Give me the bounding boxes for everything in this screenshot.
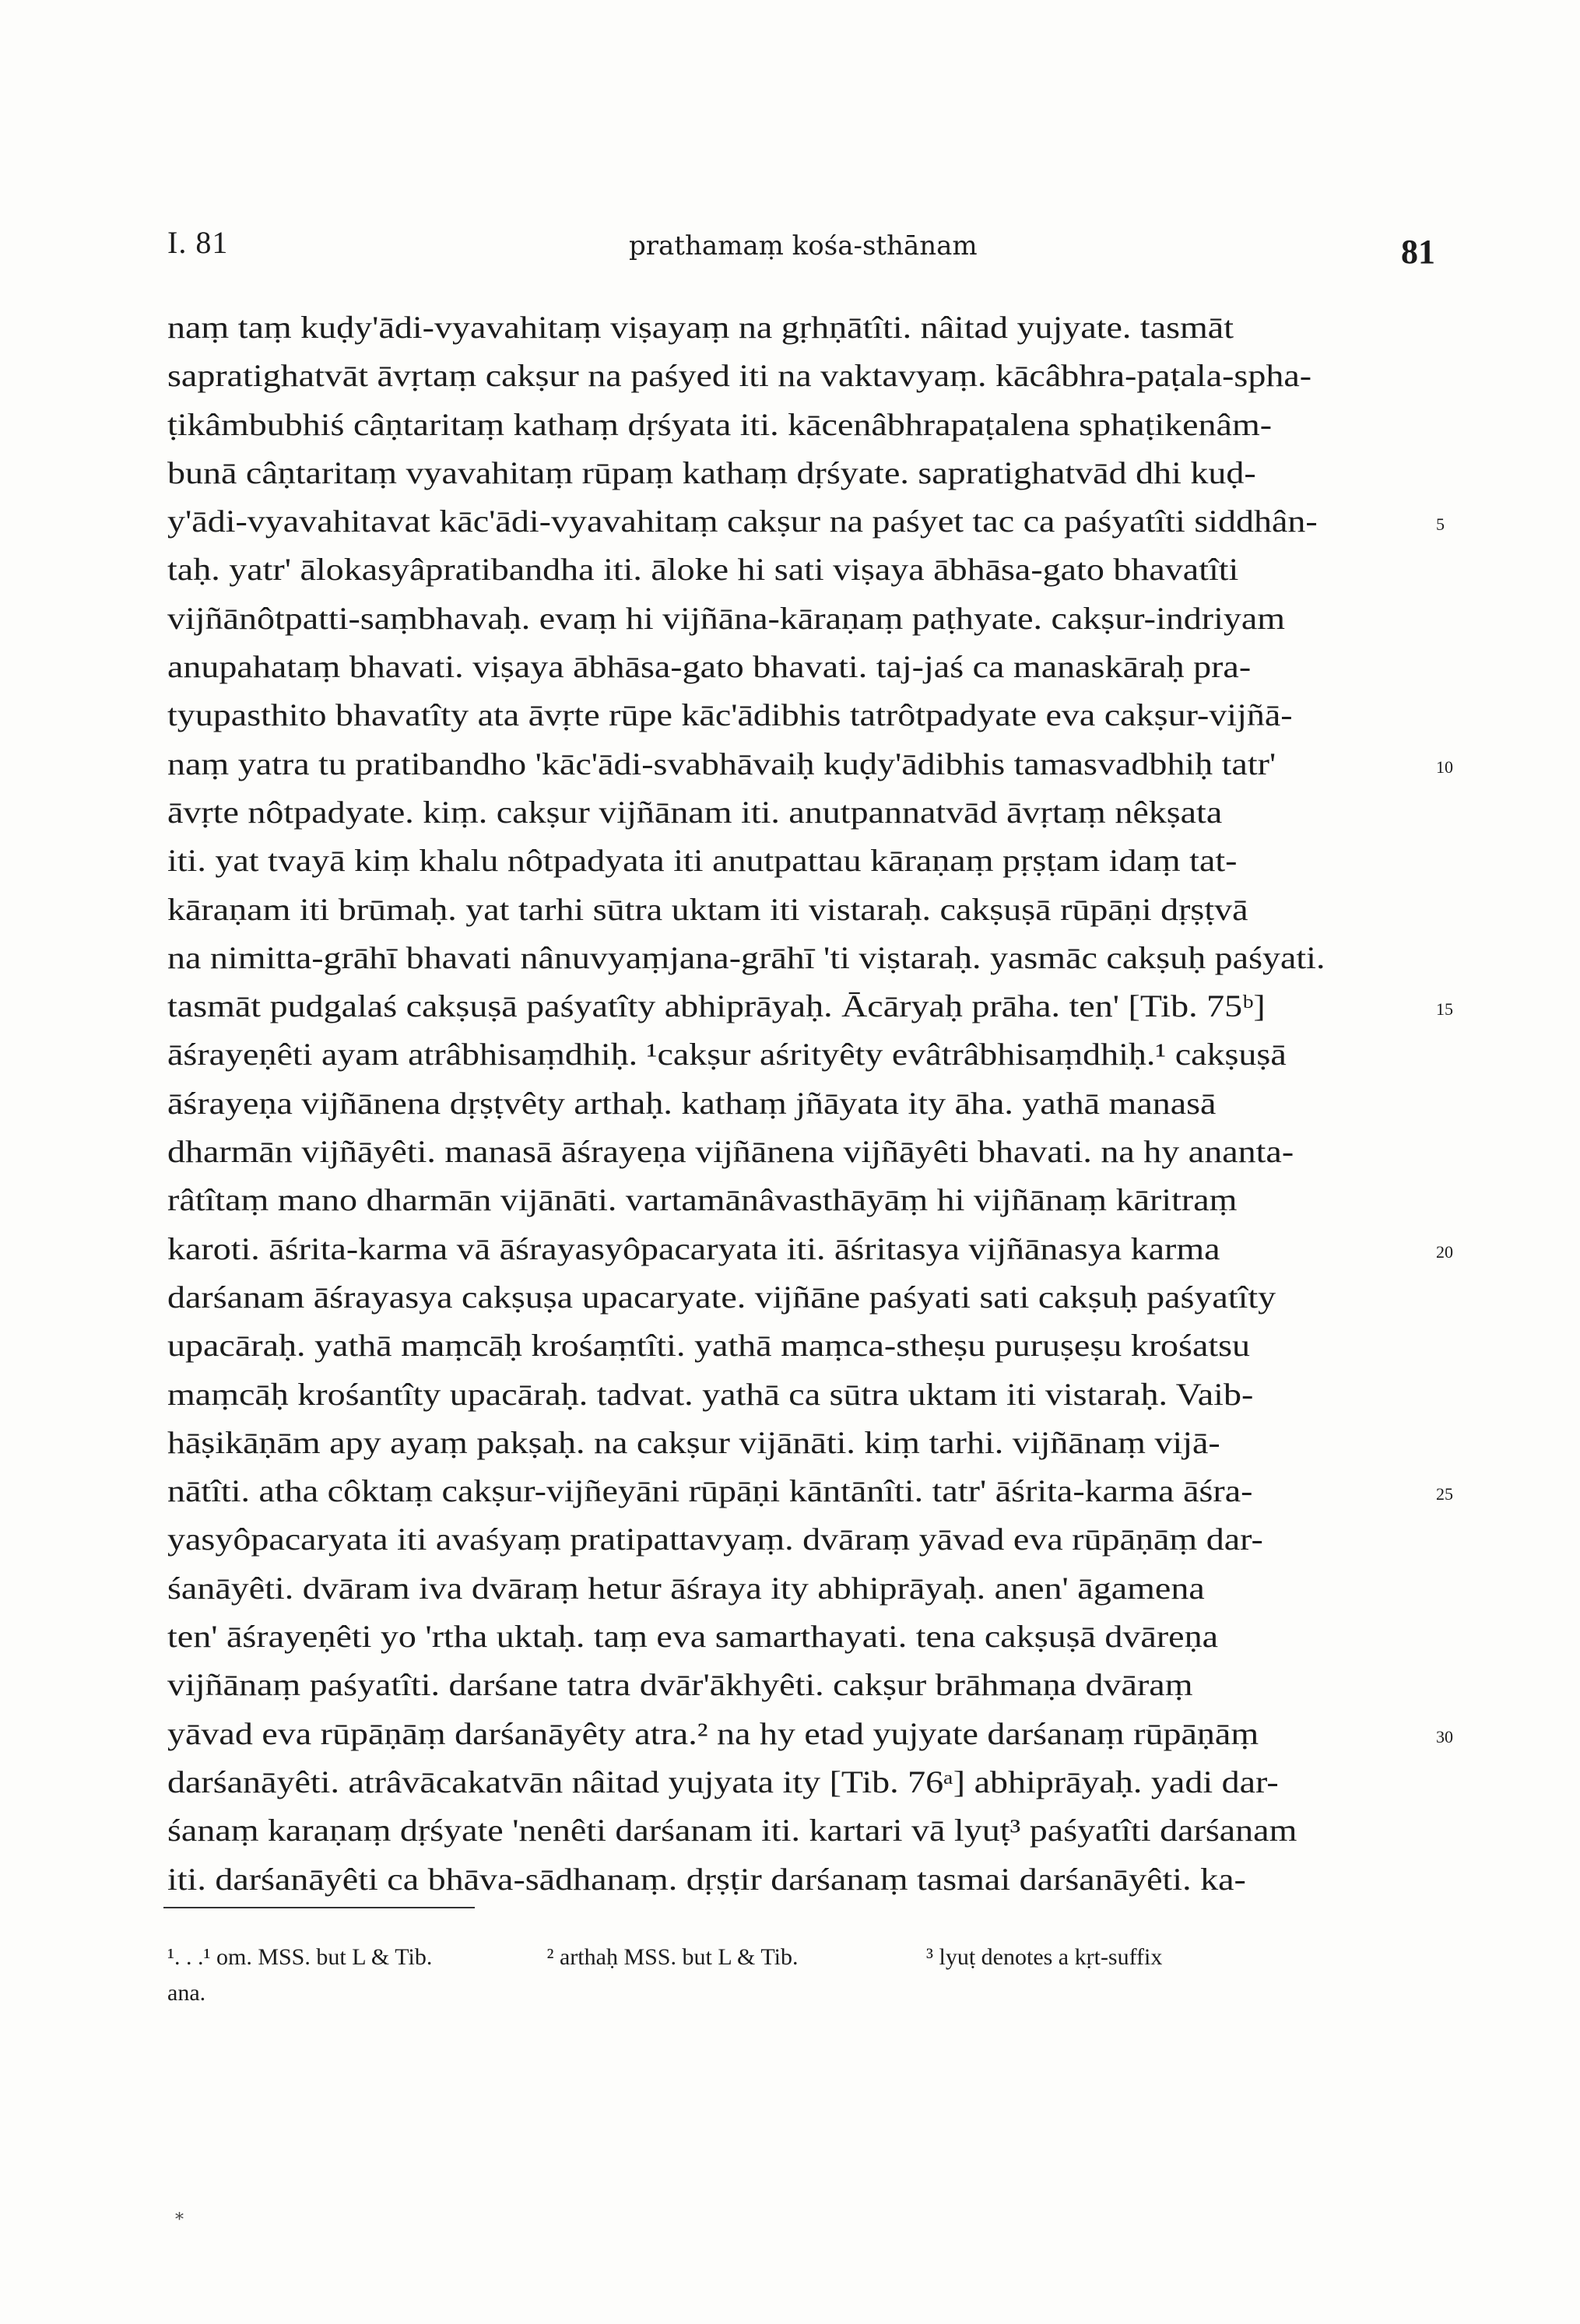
- line-text: āśrayeṇêti ayam atrâbhisaṃdhiḥ. ¹cakṣur aśrityêty evâtrâbhisaṃdhiḥ.¹ cakṣuṣā: [167, 1037, 1287, 1072]
- stray-mark: *: [175, 2210, 184, 2230]
- line-number: 15: [1436, 999, 1453, 1020]
- line-text: sapratighatvāt āvṛtaṃ cakṣur na paśyed iti na vaktavyaṃ. kācâbhra-paṭala-spha-: [167, 358, 1312, 394]
- line-text: darśanam āśrayasya cakṣuṣa upacaryate. vijñāne paśyati sati cakṣuḥ paśyatîty: [167, 1279, 1276, 1315]
- line-text: iti. yat tvayā kiṃ khalu nôtpadyata iti anutpattau kāraṇaṃ pṛṣṭam idaṃ tat-: [167, 843, 1238, 879]
- running-title: prathamaṃ kośa-sthānam: [629, 230, 978, 262]
- text-line: [167, 1030, 1413, 1079]
- footnote-rule: [163, 1907, 475, 1908]
- text-line: [167, 1176, 1413, 1224]
- line-number: 5: [1436, 514, 1445, 535]
- body-text: [167, 304, 1453, 1904]
- text-line: [167, 1371, 1413, 1419]
- line-text: āśrayeṇa vijñānena dṛṣṭvêty arthaḥ. kathaṃ jñāyata ity āha. yathā manasā: [167, 1085, 1217, 1121]
- line-number: 30: [1436, 1726, 1453, 1747]
- line-text: vijñānôtpatti-saṃbhavaḥ. evaṃ hi vijñāna-kāraṇaṃ paṭhyate. cakṣur-indriyam: [167, 600, 1286, 636]
- text-line: [167, 1322, 1413, 1370]
- text-line: [167, 1855, 1413, 1904]
- text-line: [167, 1273, 1413, 1322]
- line-text: râtîtaṃ mano dharmān vijānāti. vartamānâvasthāyāṃ hi vijñānaṃ kāritraṃ: [167, 1182, 1238, 1218]
- text-line: [167, 643, 1413, 691]
- line-text: naṃ taṃ kuḍy'ādi-vyavahitaṃ viṣayaṃ na gṛhṇātîti. nâitad yujyate. tasmāt: [167, 310, 1234, 345]
- line-text: yasyôpacaryata iti avaśyaṃ pratipattavyaṃ. dvāraṃ yāvad eva rūpāṇāṃ dar-: [167, 1522, 1263, 1557]
- line-text: taḥ. yatr' ālokasyâpratibandha iti. āloke hi sati viṣaya ābhāsa-gato bhavatîti: [167, 552, 1239, 588]
- line-text: bunā câṇtaritaṃ vyavahitaṃ rūpaṃ kathaṃ dṛśyate. sapratighatvād dhi kuḍ-: [167, 455, 1256, 490]
- text-line: [167, 401, 1413, 449]
- text-line: [167, 788, 1413, 837]
- line-text: darśanāyêti. atrâvācakatvān nâitad yujyata ity [Tib. 76ᵃ] abhiprāyaḥ. yadi dar-: [167, 1764, 1279, 1799]
- text-line: [167, 304, 1413, 352]
- line-number: 25: [1436, 1484, 1453, 1504]
- line-text: maṃcāḥ krośantîty upacāraḥ. tadvat. yathā ca sūtra uktam iti vistaraḥ. Vaib-: [167, 1376, 1254, 1412]
- line-text: na nimitta-grāhī bhavati nânuvyaṃjana-grāhī 'ti viṣtaraḥ. yasmāc cakṣuḥ paśyati.: [167, 939, 1325, 975]
- line-text: āvṛte nôtpadyate. kiṃ. cakṣur vijñānam iti. anutpannatvād āvṛtaṃ nêkṣata: [167, 794, 1223, 830]
- text-line: [167, 691, 1413, 739]
- text-line: [167, 1225, 1453, 1273]
- line-text: tasmāt pudgalaś cakṣuṣā paśyatîty abhiprāyaḥ. Ācāryaḥ prāha. ten' [Tib. 75ᵇ]: [167, 988, 1266, 1024]
- footnote-row: [167, 1940, 1162, 1975]
- text-line: [167, 982, 1453, 1030]
- text-line: [167, 1419, 1413, 1467]
- line-text: naṃ yatra tu pratibandho 'kāc'ādi-svabhāvaiḥ kuḍy'ādibhis tamasvadbhiḥ tatr': [167, 746, 1276, 781]
- text-line: [167, 1080, 1413, 1128]
- footnote-1: ¹. . .¹ om. MSS. but L & Tib.: [167, 1944, 433, 1970]
- line-text: anupahataṃ bhavati. viṣaya ābhāsa-gato bhavati. taj-jaś ca manaskāraḥ pra-: [167, 649, 1252, 685]
- line-text: karoti. āśrita-karma vā āśrayasyôpacaryata iti. āśritasya vijñānasya karma: [167, 1230, 1220, 1266]
- text-line: [167, 595, 1413, 643]
- line-text: upacāraḥ. yathā maṃcāḥ krośaṃtîti. yathā maṃca-stheṣu puruṣeṣu krośatsu: [167, 1328, 1251, 1364]
- line-text: y'ādi-vyavahitavat kāc'ādi-vyavahitaṃ cakṣur na paśyet tac ca paśyatîti siddhân-: [167, 504, 1318, 539]
- line-number: 10: [1436, 757, 1453, 777]
- footnote-continuation: ana.: [167, 1980, 206, 2006]
- text-line: [167, 449, 1413, 497]
- line-text: śanāyêti. dvāram iva dvāraṃ hetur āśraya ity abhiprāyaḥ. anen' āgamena: [167, 1570, 1205, 1606]
- line-text: kāraṇam iti brūmaḥ. yat tarhi sūtra uktam iti vistaraḥ. cakṣuṣā rūpāṇi dṛṣṭvā: [167, 891, 1248, 927]
- footnotes: [167, 1940, 1162, 2011]
- line-text: tyupasthito bhavatîty ata āvṛte rūpe kāc'ādibhis tatrôtpadyate eva cakṣur-vijñā-: [167, 697, 1293, 733]
- line-text: ṭikâmbubhiś câṇtaritaṃ kathaṃ dṛśyata iti. kācenâbhrapaṭalena sphaṭikenâm-: [167, 406, 1273, 442]
- text-line: [167, 1613, 1413, 1661]
- line-text: nātîti. atha côktaṃ cakṣur-vijñeyāni rūpāṇi kāntānîti. tatr' āśrita-karma āśra-: [167, 1473, 1253, 1509]
- text-line: [167, 352, 1413, 400]
- text-line: [167, 1467, 1453, 1515]
- chapter-reference: I. 81: [167, 225, 229, 260]
- line-text: hāṣikāṇām apy ayaṃ pakṣaḥ. na cakṣur vijānāti. kiṃ tarhi. vijñānaṃ vijā-: [167, 1424, 1220, 1460]
- text-line: [167, 1564, 1413, 1613]
- footnote-2: ² arthaḥ MSS. but L & Tib.: [546, 1944, 799, 1970]
- text-line: [167, 1128, 1413, 1176]
- footnote-3: ³ lyuṭ denotes a kṛt-suffix: [926, 1944, 1163, 1970]
- text-line: [167, 740, 1453, 788]
- line-number: 20: [1436, 1241, 1453, 1262]
- text-line: [167, 1661, 1413, 1709]
- text-line: [167, 837, 1413, 885]
- line-text: iti. darśanāyêti ca bhāva-sādhanaṃ. dṛṣṭir darśanaṃ tasmai darśanāyêti. ka-: [167, 1861, 1246, 1897]
- text-line: [167, 1515, 1413, 1564]
- text-line: [167, 1806, 1413, 1855]
- text-line: [167, 546, 1413, 594]
- text-line: [167, 886, 1413, 934]
- line-text: yāvad eva rūpāṇāṃ darśanāyêty atra.² na hy etad yujyate darśanaṃ rūpāṇāṃ: [167, 1715, 1259, 1751]
- page-number: 81: [1401, 233, 1435, 271]
- text-line: [167, 934, 1413, 982]
- line-text: dharmān vijñāyêti. manasā āśrayeṇa vijñānena vijñāyêti bhavati. na hy ananta-: [167, 1134, 1294, 1170]
- text-line: [167, 1758, 1413, 1806]
- text-line: [167, 1710, 1453, 1758]
- line-text: vijñānaṃ paśyatîti. darśane tatra dvār'ākhyêti. cakṣur brāhmaṇa dvāraṃ: [167, 1667, 1193, 1703]
- line-text: ten' āśrayeṇêti yo 'rtha uktaḥ. taṃ eva samarthayati. tena cakṣuṣā dvāreṇa: [167, 1619, 1218, 1655]
- text-line: [167, 497, 1445, 546]
- line-text: śanaṃ karaṇaṃ dṛśyate 'nenêti darśanam iti. kartari vā lyuṭ³ paśyatîti darśanam: [167, 1813, 1297, 1848]
